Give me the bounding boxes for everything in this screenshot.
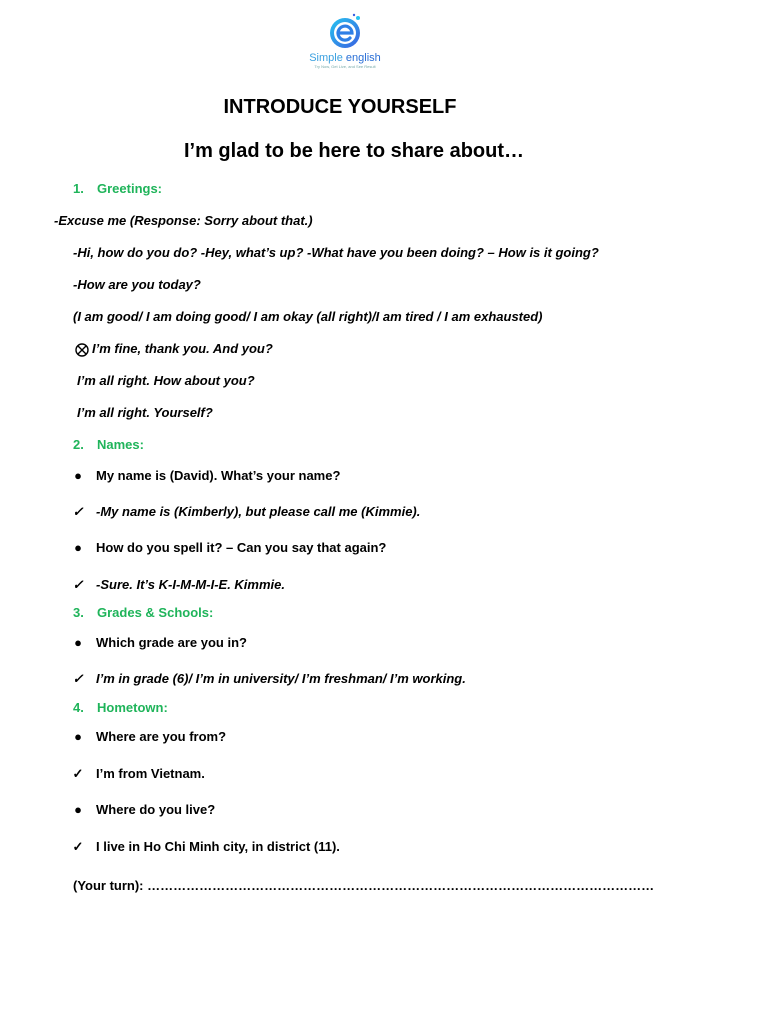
- list-item: [0, 839, 768, 857]
- section-title: Grades & Schools:: [97, 605, 214, 620]
- crossed-circle-icon: [75, 343, 89, 357]
- list-item-text: How do you spell it? – Can you say that again?: [96, 540, 387, 555]
- section-heading-names: [73, 437, 144, 452]
- logo-brand-english: english: [345, 52, 381, 64]
- list-item-text: Where do you live?: [96, 802, 216, 817]
- logo-tagline: Try Now, Get Live, and See Result: [314, 64, 376, 69]
- section-number: 1.: [73, 181, 84, 196]
- section-title: Names:: [97, 437, 144, 452]
- list-item: [0, 468, 768, 486]
- list-item-text: -Sure. It’s K-I-M-M-I-E. Kimmie.: [96, 577, 285, 592]
- list-item: [0, 504, 768, 522]
- section-number: 3.: [73, 605, 84, 620]
- greeting-line: -Excuse me (Response: Sorry about that.): [54, 213, 313, 228]
- list-item-text: Which grade are you in?: [96, 635, 247, 650]
- section-title: Hometown:: [97, 700, 168, 715]
- section-heading-hometown: [73, 700, 168, 715]
- bullet-icon: ●: [74, 635, 82, 650]
- page-title: INTRODUCE YOURSELF: [223, 96, 457, 118]
- check-icon: ✓: [72, 839, 84, 854]
- check-icon: ✓: [72, 671, 84, 686]
- section-heading-grades: [73, 605, 213, 620]
- logo-e-icon: [325, 12, 365, 52]
- list-item-text: I live in Ho Chi Minh city, in district (11).: [96, 839, 340, 854]
- check-icon: ✓: [72, 766, 84, 781]
- list-item: [0, 577, 768, 595]
- bullet-icon: ●: [74, 468, 82, 483]
- bullet-icon: ●: [74, 729, 82, 744]
- greeting-line: -Hi, how do you do? -Hey, what’s up? -What have you been doing? – How is it going?: [73, 245, 599, 260]
- list-item: [0, 540, 768, 558]
- list-item-text: -My name is (Kimberly), but please call me (Kimmie).: [96, 504, 421, 519]
- greeting-line: -How are you today?: [73, 277, 201, 292]
- list-item: [0, 729, 768, 747]
- bullet-icon: ●: [74, 540, 82, 555]
- list-item-text: My name is (David). What’s your name?: [96, 468, 341, 483]
- list-item: [0, 671, 768, 689]
- logo-brand: [300, 52, 390, 64]
- logo: [300, 12, 390, 82]
- section-number: 4.: [73, 700, 84, 715]
- list-item: [0, 766, 768, 784]
- your-turn-line: (Your turn): ………………………………………………………………………………………………………: [73, 878, 655, 893]
- list-item-text: I’m from Vietnam.: [96, 766, 205, 781]
- check-icon: ✓: [72, 504, 84, 519]
- section-heading-greetings: [73, 181, 162, 196]
- greeting-line: I’m all right. Yourself?: [77, 405, 213, 420]
- section-title: Greetings:: [97, 181, 163, 196]
- bullet-icon: ●: [74, 802, 82, 817]
- list-item-text: I’m in grade (6)/ I’m in university/ I’m freshman/ I’m working.: [96, 671, 466, 686]
- greeting-line: (I am good/ I am doing good/ I am okay (all right)/I am tired / I am exhausted): [73, 309, 543, 324]
- logo-brand-simple: Simple: [309, 52, 343, 64]
- list-item: [0, 802, 768, 820]
- page-subtitle: I’m glad to be here to share about…: [183, 140, 525, 162]
- section-number: 2.: [73, 437, 84, 452]
- list-item: [0, 635, 768, 653]
- greeting-line: I’m all right. How about you?: [77, 373, 255, 388]
- check-icon: ✓: [72, 577, 84, 592]
- list-item-text: Where are you from?: [96, 729, 227, 744]
- greeting-line: I’m fine, thank you. And you?: [92, 341, 273, 356]
